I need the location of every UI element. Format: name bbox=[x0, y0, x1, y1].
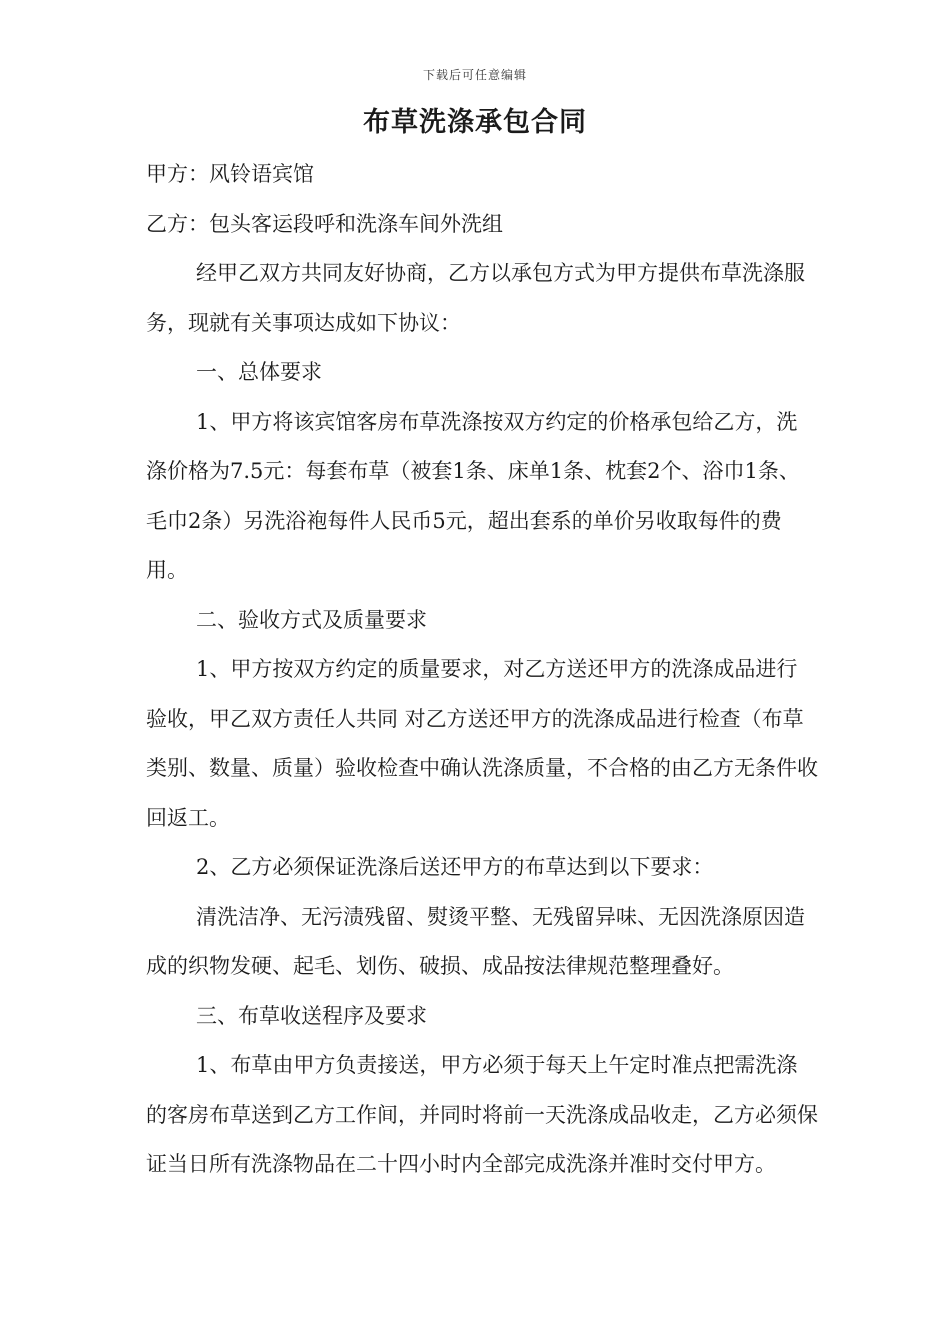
document-title: 布草洗涤承包合同 bbox=[363, 107, 587, 138]
clause-quality-details: 清洗洁净、无污渍残留、熨烫平整、无残留异味、无因洗涤原因造成的织物发硬、起毛、划伤、破损、成品按法律规范整理叠好。 bbox=[146, 904, 805, 978]
document-body bbox=[146, 150, 818, 1190]
section-heading-delivery: 三、布草收送程序及要求 bbox=[196, 1003, 427, 1028]
party-a-line: 甲方：风铃语宾馆 bbox=[146, 162, 314, 186]
party-b-line: 乙方：包头客运段呼和洗涤车间外洗组 bbox=[146, 211, 503, 236]
header-note: 下载后可任意编辑 bbox=[422, 68, 527, 82]
clause-quality-intro: 2、乙方必须保证洗涤后送还甲方的布草达到以下要求： bbox=[196, 855, 714, 879]
clause-delivery: 1、布草由甲方负责接送，甲方必须于每天上午定时准点把需洗涤的客房布草送到乙方工作间，并同时将前一天洗涤成品收走，乙方必须保证当日所有洗涤物品在二十四小时内全部完成洗涤并准时交付甲方。 bbox=[146, 1053, 818, 1176]
clause-acceptance: 1、甲方按双方约定的质量要求，对乙方送还甲方的洗涤成品进行验收，甲乙双方责任人共同 对乙方送还甲方的洗涤成品进行检查（布草类别、数量、质量）验收检查中确认洗涤质量，不合格的由乙方无条件收回返工。 bbox=[146, 657, 818, 830]
intro-paragraph: 经甲乙双方共同友好协商，乙方以承包方式为甲方提供布草洗涤服务，现就有关事项达成如下协议： bbox=[146, 261, 805, 335]
section-heading-acceptance: 二、验收方式及质量要求 bbox=[196, 607, 427, 632]
clause-price: 1、甲方将该宾馆客房布草洗涤按双方约定的价格承包给乙方，洗涤价格为7.5元：每套布草（被套1条、床单1条、枕套2个、浴巾1条、毛巾2条）另洗浴袍每件人民币5元，超出套系的单价另收取每件的费用。 bbox=[146, 409, 800, 582]
section-heading-general: 一、总体要求 bbox=[196, 360, 322, 384]
